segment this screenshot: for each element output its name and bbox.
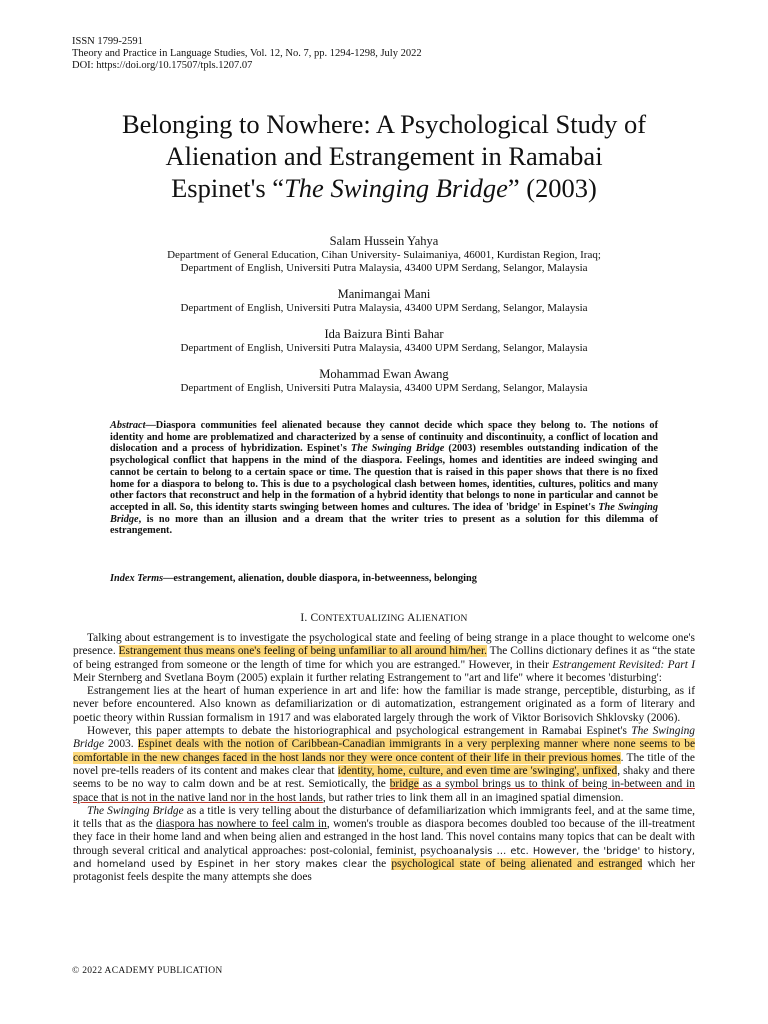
author-name: Manimangai Mani	[337, 287, 431, 301]
title-line-2: Alienation and Estrangement in Ramabai	[165, 141, 603, 171]
journal-citation: Theory and Practice in Language Studies, Vol. 12, No. 7, pp. 1294-1298, July 2022	[72, 48, 422, 59]
paragraph: However, this paper attempts to debate the historiographical and psychological estrangement in Ramabai Espinet's The Swinging Bridge 2003. Espinet deals with the notion of Caribbean-Canadian immigrants in a very perplexing manner where none seems to be comfortable in the new changes faced in the host lands nor they were once content of their life in their previous homes. The title of the novel pre-tells readers of its content and makes clear that identity, home, culture, and even time are 'swinging', unfixed, shaky and there seems to be no way to calm down and be at rest. Semiotically, the bridge as a symbol brings us to think of being in-between and in space that is not in the native land nor in the host lands, but rather tries to link them all in an imagined spatial dimension.	[73, 725, 696, 804]
author-name: Mohammad Ewan Awang	[319, 367, 449, 381]
paper-title	[40, 108, 728, 204]
block-quote: Estrangement lies at the heart of human experience in art and life: how the familiar is made strange, perceptible, disturbing, as if never before encountered. Also known as defamiliarization or di automatization, estrangement originated as a form of literary and poetic theory within Russian formalism in 1917 and was elaborated largely through the work of Viktor Borisovich Shklovsky (2006).	[73, 685, 695, 724]
journal-header	[72, 36, 422, 72]
author-affiliation: Department of English, Universiti Putra Malaysia, 43400 UPM Serdang, Selangor, Malaysia	[180, 302, 588, 314]
author-block	[60, 287, 708, 315]
page-footer: © 2022 ACADEMY PUBLICATION	[72, 966, 223, 976]
handwritten-text: oanalysis … etc. However, the 'bridge' to history, and homeland used by Espinet in her story makes clear	[73, 845, 695, 871]
index-terms: Index Terms—estrangement, alienation, double diaspora, in-betweenness, belonging	[110, 573, 477, 584]
author-name: Ida Baizura Binti Bahar	[324, 327, 444, 341]
doi-link[interactable]: DOI: https://doi.org/10.17507/tpls.1207.07	[72, 60, 253, 71]
highlight: Espinet deals with the notion of Caribbean-Canadian immigrants in a very perplexing manner where none seems to be comfortable in the new changes faced in the host lands nor they were once content of their life in their previous homes	[73, 738, 696, 764]
author-affiliation: Department of English, Universiti Putra Malaysia, 43400 UPM Serdang, Selangor, Malaysia	[180, 382, 588, 394]
author-block	[60, 327, 708, 355]
author-block	[60, 234, 708, 275]
highlight: identity, home, culture, and even time are 'swinging', unfixed	[337, 764, 618, 777]
section-heading: I. CONTEXTUALIZING ALIENATION	[300, 612, 468, 624]
index-terms-label: Index Terms	[110, 573, 164, 584]
abstract-label: Abstract	[110, 420, 146, 431]
author-affiliation: Department of English, Universiti Putra Malaysia, 43400 UPM Serdang, Selangor, Malaysia	[180, 262, 588, 274]
issn: ISSN 1799-2591	[72, 36, 143, 47]
author-affiliation: Department of General Education, Cihan University- Sulaimaniya, 46001, Kurdistan Region, Iraq;	[167, 249, 601, 261]
author-name: Salam Hussein Yahya	[329, 234, 439, 248]
abstract: Abstract—Diaspora communities feel alienated because they cannot decide which space they belong to. The notions of identity and home are problematized and characterized by a sense of continuity and discontinuity, a conflict of location and dislocation and a process of hybridization. Espinet's The Swinging Bridge (2003) resembles outstanding indication of the psychological conflict that happens in the mind of the diaspora. Feelings, homes and identities are indeed swinging and cannot be certain to belong to a certain space or time. The question that is raised in this paper shows that there is no fixed home for a diaspora to belong to. This is due to a psychological clash between homes, identities, cultures, politics and many other factors that reconstruct and help in the formation of a hybrid identity that belongs to none in particular and cannot be accepted in all. So, this identity starts swinging between homes and cultures. The idea of 'bridge' in Espinet's The Swinging Bridge, is no more than an illusion and a dream that the writer tries to present as a solution for this dilemma of estrangement.	[110, 420, 659, 537]
body-text	[73, 632, 695, 885]
paragraph: The Swinging Bridge as a title is very telling about the disturbance of defamiliarization which immigrants feel, and at the same time, it tells that as the diaspora has nowhere to feel calm in, women's trouble as diaspora becomes doubled too because of the ill-treatment they face in their home land and when being alien and estranged in the host land. This novel contains many topics that can be dealt with through several critical and analytical approaches: post-colonial, feminist, psychoanalysis … etc. However, the 'bridge' to history, and homeland used by Espinet in her story makes clear the psychological state of being alienated and estranged which her protagonist feels despite the many attempts she does	[73, 804, 696, 884]
underline-annotation: diaspora has nowhere to feel calm in	[156, 818, 327, 831]
author-list	[60, 234, 708, 407]
highlight: bridge	[389, 778, 419, 791]
author-affiliation: Department of English, Universiti Putra Malaysia, 43400 UPM Serdang, Selangor, Malaysia	[180, 342, 588, 354]
title-line-1: Belonging to Nowhere: A Psychological Study of	[121, 109, 647, 139]
highlight: Estrangement thus means one's feeling of being unfamiliar to all around him/her.	[118, 645, 487, 658]
paragraph: Talking about estrangement is to investigate the psychological state and feeling of being strange in a place thought to welcome one's presence. Estrangement thus means one's feeling of being unfamiliar to all around him/her. The Collins dictionary defines it as “the state of being estranged from someone or the length of time for which you are estranged." However, in their Estrangement Revisited: Part I Meir Sternberg and Svetlana Boym (2005) explain it further relating Estrangement to "art and life" where it becomes 'disturbing':	[73, 632, 695, 684]
underline-annotation: as a symbol brings us to think of being in-between and in space that is not in the native land nor in the host lands	[73, 778, 695, 804]
author-block	[60, 367, 708, 395]
title-line-3: Espinet's “The Swinging Bridge” (2003)	[171, 173, 597, 203]
highlight: psychological state of being alienated and estranged	[391, 858, 643, 871]
